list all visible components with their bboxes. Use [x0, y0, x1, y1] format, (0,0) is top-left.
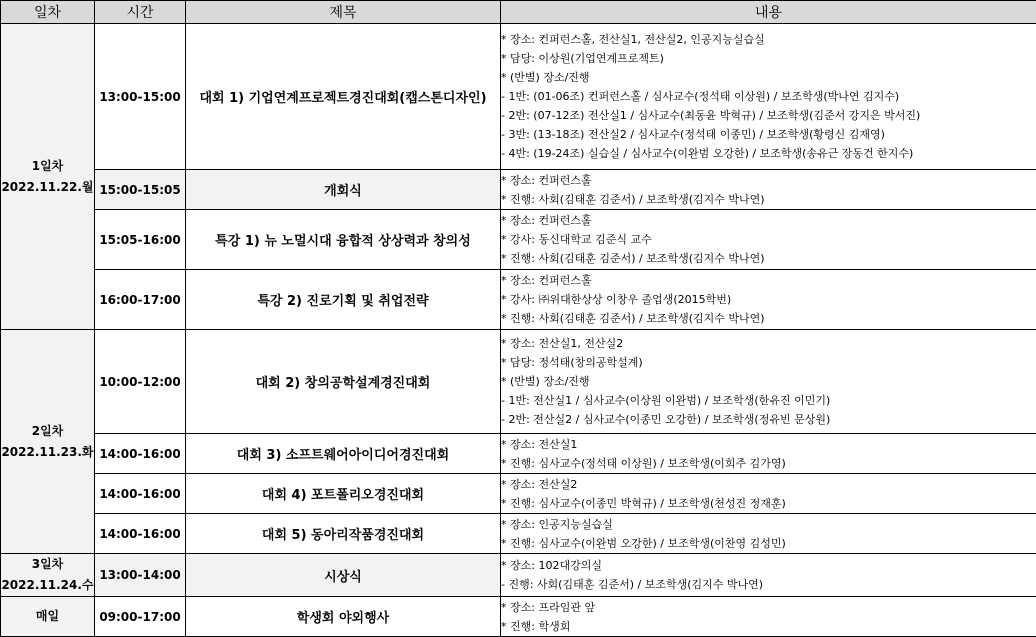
table-row — [1, 170, 1036, 210]
content-line: * 진행: 심사교수(이종민 박혁규) / 보조학생(천성진 정재훈) — [501, 494, 1036, 513]
table-row — [1, 434, 1036, 474]
content-line: - 1반: 전산실1 / 심사교수(이상원 이완범) / 보조학생(한유진 이민기) — [501, 391, 1036, 410]
content-line: * 강사: 동신대학교 김준식 교수 — [501, 230, 1036, 249]
day-label: 2일차 — [1, 421, 94, 442]
table-row — [1, 597, 1036, 637]
content-line: * 진행: 학생회 — [501, 617, 1036, 636]
content-line: * 장소: 컨퍼런스홀, 전산실1, 전산실2, 인공지능실습실 — [501, 30, 1036, 49]
day-date: 2022.11.23.화 — [1, 442, 94, 463]
title-cell: 대회 5) 동아리작품경진대회 — [186, 514, 501, 554]
content-cell — [501, 434, 1036, 474]
content-line: * 진행: 사회(김태훈 김준서) / 보조학생(김지수 박나연) — [501, 190, 1036, 209]
table-row — [1, 514, 1036, 554]
table-row — [1, 210, 1036, 270]
content-cell — [501, 554, 1036, 597]
time-cell: 15:00-15:05 — [95, 170, 186, 210]
content-line: * 장소: 컨퍼런스홀 — [501, 171, 1036, 190]
content-cell — [501, 210, 1036, 270]
day-label: 1일차 — [1, 156, 94, 177]
time-cell: 14:00-16:00 — [95, 434, 186, 474]
day-label: 매일 — [1, 606, 94, 627]
time-cell: 13:00-14:00 — [95, 554, 186, 597]
header-day: 일차 — [1, 1, 95, 24]
day-date: 2022.11.24.수 — [1, 575, 94, 596]
title-cell: 대회 3) 소프트웨어아이디어경진대회 — [186, 434, 501, 474]
title-cell: 특강 1) 뉴 노멀시대 융합적 상상력과 창의성 — [186, 210, 501, 270]
day-date: 2022.11.22.월 — [1, 177, 94, 198]
title-cell: 특강 2) 진로기획 및 취업전략 — [186, 270, 501, 330]
content-line: - 1반: (01-06조) 컨퍼런스홀 / 심사교수(정석태 이상원) / 보조학생(박나연 김지수) — [501, 87, 1036, 106]
title-cell: 대회 1) 기업연계프로젝트경진대회(캡스톤디자인) — [186, 24, 501, 170]
time-cell: 14:00-16:00 — [95, 474, 186, 514]
title-cell: 시상식 — [186, 554, 501, 597]
content-line: * 장소: 프라임관 앞 — [501, 598, 1036, 617]
table-row — [1, 330, 1036, 434]
day-cell-1 — [1, 24, 95, 330]
title-cell: 개회식 — [186, 170, 501, 210]
table-row — [1, 24, 1036, 170]
content-line: * 장소: 전산실1, 전산실2 — [501, 334, 1036, 353]
content-line: - 4반: (19-24조) 실습실 / 심사교수(이완범 오강한) / 보조학생(송유근 장동건 한지수) — [501, 144, 1036, 163]
content-line: * 장소: 102대강의실 — [501, 556, 1036, 575]
time-cell: 16:00-17:00 — [95, 270, 186, 330]
content-line: * 장소: 컨퍼런스홀 — [501, 271, 1036, 290]
content-line: * 진행: 사회(김태훈 김준서) / 보조학생(김지수 박나연) — [501, 309, 1036, 328]
content-cell — [501, 597, 1036, 637]
content-line: * 강사: ㈜위대한상상 이창우 졸업생(2015학번) — [501, 290, 1036, 309]
content-line: * 장소: 전산실1 — [501, 435, 1036, 454]
header-row — [1, 1, 1036, 24]
header-time: 시간 — [95, 1, 186, 24]
content-line: * 진행: 사회(김태훈 김준서) / 보조학생(김지수 박나연) — [501, 249, 1036, 268]
time-cell: 15:05-16:00 — [95, 210, 186, 270]
content-line: * 담당: 이상원(기업연계프로젝트) — [501, 49, 1036, 68]
time-cell: 13:00-15:00 — [95, 24, 186, 170]
title-cell: 대회 4) 포트폴리오경진대회 — [186, 474, 501, 514]
content-cell — [501, 24, 1036, 170]
content-line: * 장소: 컨퍼런스홀 — [501, 211, 1036, 230]
day-cell-2 — [1, 330, 95, 554]
table-row — [1, 270, 1036, 330]
title-cell: 대회 2) 창의공학설계경진대회 — [186, 330, 501, 434]
content-line: - 3반: (13-18조) 전산실2 / 심사교수(정석태 이종민) / 보조학생(황령신 김재영) — [501, 125, 1036, 144]
day-label: 3일차 — [1, 554, 94, 575]
table-row — [1, 474, 1036, 514]
header-title: 제목 — [186, 1, 501, 24]
content-cell — [501, 270, 1036, 330]
content-cell — [501, 514, 1036, 554]
content-line: - 2반: 전산실2 / 심사교수(이종민 오강한) / 보조학생(정유빈 문상원) — [501, 410, 1036, 429]
content-line: * 진행: 심사교수(이완범 오강한) / 보조학생(이찬영 김성민) — [501, 534, 1036, 553]
content-line: * (반별) 장소/진행 — [501, 372, 1036, 391]
table-row — [1, 554, 1036, 597]
content-cell — [501, 330, 1036, 434]
content-line: * 진행: 심사교수(정석태 이상원) / 보조학생(이희주 김가영) — [501, 454, 1036, 473]
time-cell: 14:00-16:00 — [95, 514, 186, 554]
content-cell — [501, 170, 1036, 210]
content-line: * 장소: 인공지능실습실 — [501, 515, 1036, 534]
day-cell-3 — [1, 554, 95, 597]
content-line: - 2반: (07-12조) 전산실1 / 심사교수(최동윤 박혁규) / 보조학생(김준서 강지은 박서진) — [501, 106, 1036, 125]
content-line: * (반별) 장소/진행 — [501, 68, 1036, 87]
content-line: * 장소: 전산실2 — [501, 475, 1036, 494]
title-cell: 학생회 야외행사 — [186, 597, 501, 637]
content-line: * 담당: 정석태(창의공학설계) — [501, 353, 1036, 372]
content-line: - 진행: 사회(김태훈 김준서) / 보조학생(김지수 박나연) — [501, 575, 1036, 594]
time-cell: 09:00-17:00 — [95, 597, 186, 637]
day-cell-daily — [1, 597, 95, 637]
time-cell: 10:00-12:00 — [95, 330, 186, 434]
header-content: 내용 — [501, 1, 1036, 24]
content-cell — [501, 474, 1036, 514]
